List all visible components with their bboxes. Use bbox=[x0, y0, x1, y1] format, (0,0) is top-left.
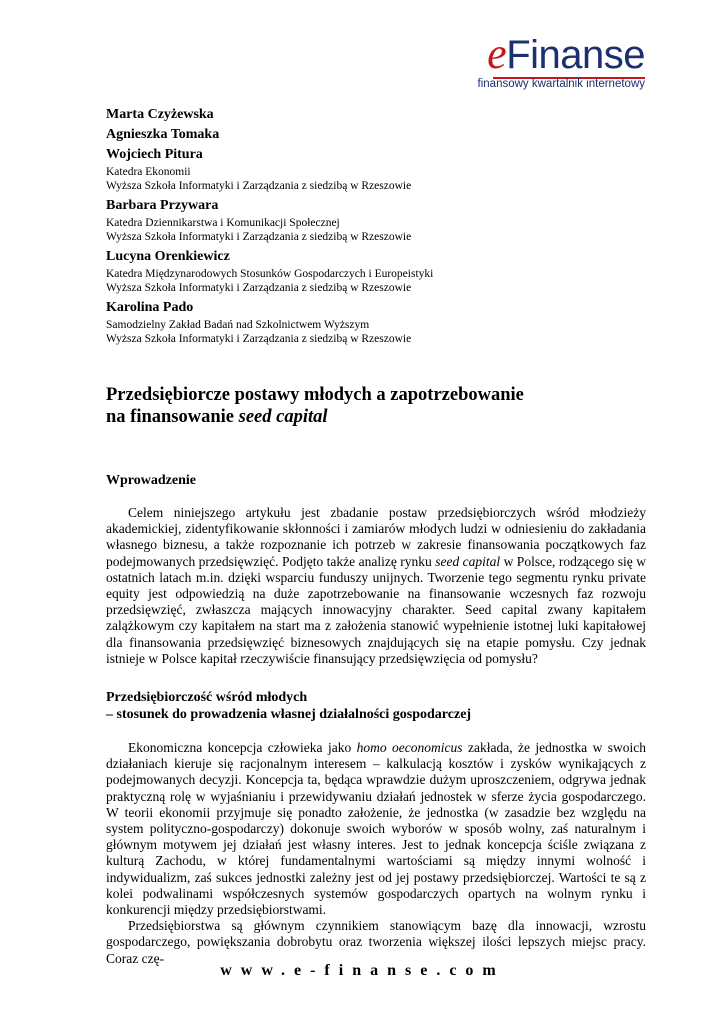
intro-text-italic: seed capital bbox=[435, 553, 501, 569]
affiliation-line: Wyższa Szkoła Informatyki i Zarządzania z siedzibą w Rzeszowie bbox=[106, 282, 412, 294]
affiliation-line: Katedra Dziennikarstwa i Komunikacji Społecznej bbox=[106, 217, 340, 229]
logo-wordmark bbox=[478, 29, 645, 78]
journal-logo bbox=[477, 29, 645, 90]
author-group-2 bbox=[106, 196, 646, 244]
author-name: Karolina Pado bbox=[106, 300, 194, 315]
author-name: Lucyna Orenkiewicz bbox=[106, 249, 230, 264]
article-content bbox=[106, 105, 646, 967]
affiliation-line: Samodzielny Zakład Badań nad Szkolnictwem Wyższym bbox=[106, 319, 370, 331]
title-line-1: Przedsiębiorcze postawy młodych a zapotrzebowanie bbox=[106, 385, 524, 405]
author-name: Wojciech Pitura bbox=[106, 147, 203, 162]
author-group-4 bbox=[106, 298, 646, 346]
title-line-2-italic: seed capital bbox=[238, 407, 328, 427]
section2-heading-line-2: – stosunek do prowadzenia własnej działalności gospodarczej bbox=[106, 707, 472, 723]
author-group-3 bbox=[106, 247, 646, 295]
logo-subtitle: finansowy kwartalnik internetowy bbox=[477, 78, 645, 90]
title-line-2-plain: na finansowanie bbox=[106, 407, 239, 427]
section2-paragraph-2: Przedsiębiorstwa są głównym czynnikiem stanowiącym bazę dla innowacji, wzrostu gospodarczego, powiększania dobrobytu oraz tworzenia większej ilości lepszych miejsc pracy. Coraz czę- bbox=[106, 918, 646, 966]
author-name: Barbara Przywara bbox=[106, 198, 219, 213]
author-name: Agnieszka Tomaka bbox=[106, 127, 220, 142]
section-heading-introduction: Wprowadzenie bbox=[106, 473, 196, 488]
affiliation-line: Wyższa Szkoła Informatyki i Zarządzania z siedzibą w Rzeszowie bbox=[106, 180, 412, 192]
intro-text-a: Celem niniejszego artykułu jest zbadanie postaw przedsiębiorczych wśród młodzieży akademickiej, zidentyfikowanie skłonności i zamiarów młodych ludzi w odniesieniu do zakładania własnego biznesu, a także rozpoznanie ich potrzeb w zakresie finansowania początkowych faz podejmowanych przedsięwzięć. Podjęto także analizę rynku bbox=[106, 505, 646, 569]
affiliation-line: Katedra Ekonomii bbox=[106, 166, 191, 178]
author-group-1 bbox=[106, 105, 646, 193]
intro-paragraph bbox=[106, 505, 646, 667]
intro-text-b: w Polsce, rodzącego się w ostatnich latach m.in. dzięki wsparciu funduszy unijnych. Tworzenie tego segmentu rynku private equity jest odpowiedzią na duże zapotrzebowanie na finansowanie wczesnych faz rozwoju przedsięwzięć, zwłaszcza mających innowacyjny charakter. Seed capital zwany kapitałem zalążkowym czy kapitałem na start ma z założenia stanowić wypełnienie istotnej luki kapitałowej dla finansowania przedsięwzięć biznesowych znajdujących się na etapie pomysłu. Czy jednak istnieje w Polsce kapitał rzeczywiście finansujący przedsięwzięcia od pomysłu? bbox=[106, 553, 646, 666]
affiliation-line: Katedra Międzynarodowych Stosunków Gospodarczych i Europeistyki bbox=[106, 268, 434, 280]
affiliation-line: Wyższa Szkoła Informatyki i Zarządzania z siedzibą w Rzeszowie bbox=[106, 231, 412, 243]
logo-e-letter: e bbox=[487, 29, 507, 78]
section2-paragraph-1 bbox=[106, 740, 646, 918]
logo-name: Finanse bbox=[506, 33, 645, 77]
section2-heading-line-1: Przedsiębiorczość wśród młodych bbox=[106, 690, 308, 706]
article-title bbox=[106, 384, 646, 428]
affiliation-line: Wyższa Szkoła Informatyki i Zarządzania z siedzibą w Rzeszowie bbox=[106, 333, 412, 345]
footer-website: www.e-finanse.com bbox=[220, 962, 505, 979]
s2-text-italic: homo oeconomicus bbox=[356, 740, 463, 756]
s2-text-b: zakłada, że jednostka w swoich działaniach kieruje się racjonalnym interesem – kalkulacją kosztów i zysków wynikających z podejmowanych decyzji. Koncepcja ta, będąca wprawdzie dużym uproszczeniem, odgrywa jednak praktyczną rolę w wyjaśnianiu i przewidywaniu działań jednostek w sferze życia gospodarczego. W teorii ekonomii przyjmuje się ponadto założenie, że jednostka (w zasadzie bez względu na system polityczno-gospodarczy) dokonuje swoich wyborów w sposób wolny, zaś naturalnym i głównym motywem jej działań jest własny interes. Jest to jednak koncepcja ściśle związana z kulturą Zachodu, w której fundamentalnymi wartościami są między innymi wolność i indywidualizm, zaś sukces jednostki zależny jest od jej postawy przedsiębiorczej. Wartości te są z kolei podwalinami współczesnych systemów gospodarczych opartych na wolnym rynku i konkurencji między przedsiębiorstwami. bbox=[106, 740, 647, 918]
author-name: Marta Czyżewska bbox=[106, 107, 214, 122]
s2-text-a: Ekonomiczna koncepcja człowieka jako bbox=[128, 740, 357, 756]
section-heading-entrepreneurship bbox=[106, 689, 646, 723]
